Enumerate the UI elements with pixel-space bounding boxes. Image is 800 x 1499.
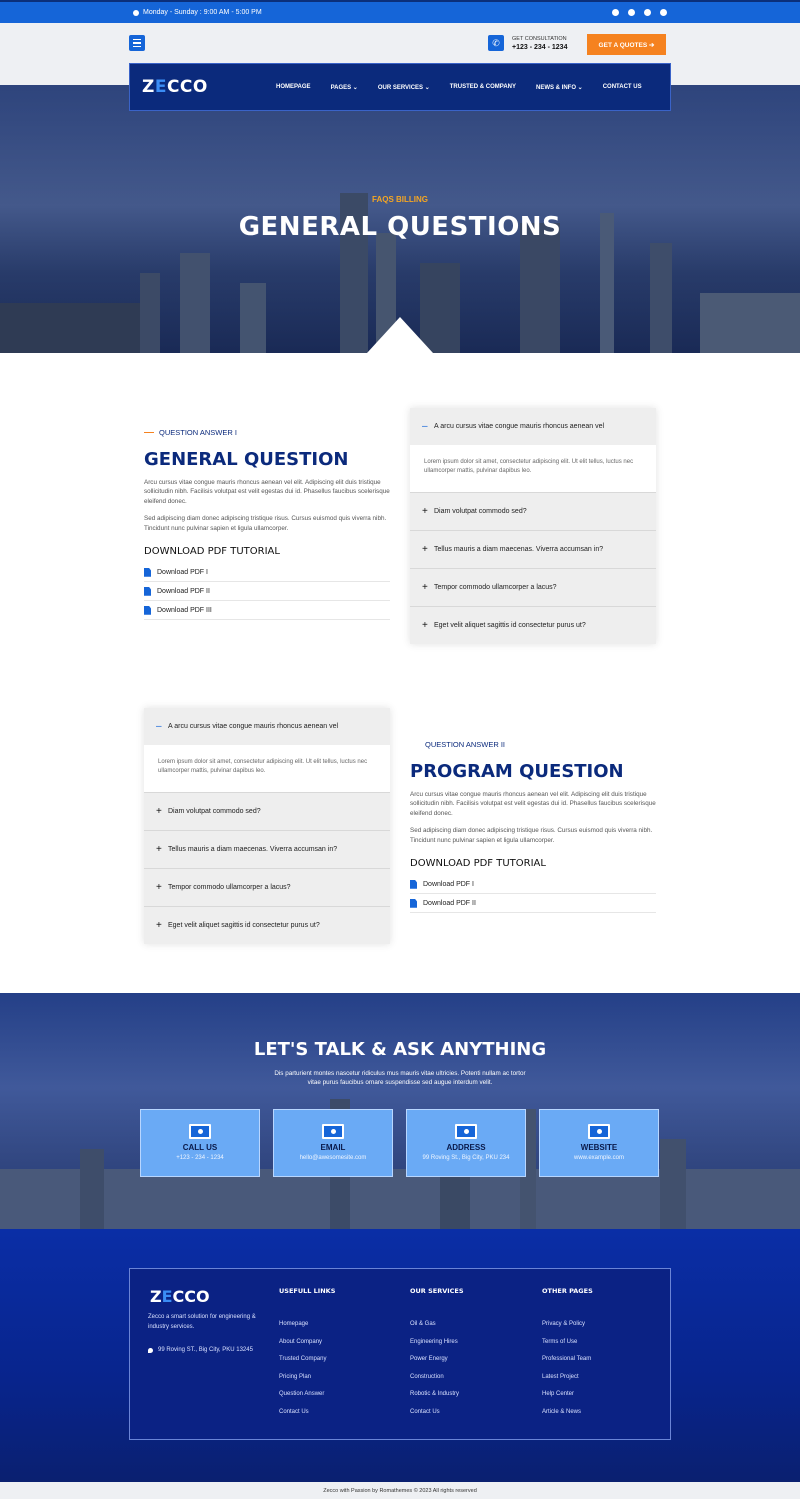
accordion-header[interactable]: + Tellus mauris a diam maecenas. Viverra accumsan in? (422, 544, 604, 555)
social-links (612, 9, 667, 16)
pdf-download-link[interactable]: Download PDF II (410, 894, 656, 913)
section-paragraph: Arcu cursus vitae congue mauris rhoncus aenean vel elit. Adipiscing elit duis tristique sollicitudin nibh. Facilisis volutpat est velit egestas dui id. Phasellus faucibus scelerisque eleifend donec. (410, 791, 656, 817)
consultation-phone[interactable]: +123 - 234 - 1234 (512, 43, 568, 51)
footer-link[interactable]: Engineering Hires (410, 1338, 458, 1345)
globe-icon (588, 1124, 610, 1139)
section-eyebrow: QUESTION ANSWER I (144, 428, 390, 437)
faq-accordion (410, 408, 656, 644)
footer-logo[interactable]: ZECCO (150, 1287, 210, 1306)
contact-card-email[interactable]: EMAIL hello@awesomesite.com (273, 1109, 393, 1177)
accordion-answer: Lorem ipsum dolor sit amet, consectetur adipiscing elit. Ut elit tellus, luctus nec ullamcorper mattis, pulvinar dapibus leo. (144, 745, 390, 792)
footer (0, 1229, 800, 1482)
accordion-item (144, 869, 390, 907)
pdf-file-icon (144, 587, 151, 596)
footer-link[interactable]: Robotic & Industry (410, 1391, 460, 1397)
contact-title: LET'S TALK & ASK ANYTHING (253, 1039, 547, 1060)
footer-link[interactable]: Help Center (542, 1391, 575, 1397)
minus-icon: – (422, 421, 428, 432)
footer-link[interactable]: Contact Us (279, 1408, 309, 1415)
plus-icon: + (156, 806, 162, 817)
pdf-list (144, 563, 390, 620)
pdf-download-link[interactable]: Download PDF III (144, 601, 390, 620)
hero-title: GENERAL QUESTIONS (238, 212, 562, 242)
header (0, 23, 800, 97)
section-title: PROGRAM QUESTION (410, 761, 624, 782)
phone-icon: ✆ (488, 35, 504, 51)
consultation-info (488, 35, 567, 51)
footer-link[interactable]: Article & News (542, 1408, 582, 1415)
copyright-bar: Zecco with Passion by Romathemes © 2023 All rights reserved (0, 1482, 800, 1499)
hours-text: Monday - Sunday : 9:00 AM - 5:00 PM (143, 9, 262, 16)
footer-link[interactable]: Professional Team (542, 1356, 592, 1362)
nav-trusted-company[interactable]: TRUSTED & COMPANY (449, 83, 516, 90)
pdf-heading: DOWNLOAD PDF TUTORIAL (410, 858, 546, 870)
footer-link[interactable]: Contact Us (410, 1408, 440, 1415)
hero-subtitle: FAQS BILLING (372, 195, 428, 204)
pdf-file-icon (144, 568, 151, 577)
instagram-icon[interactable] (644, 9, 651, 16)
accordion-item (410, 493, 656, 531)
plus-icon: + (422, 544, 428, 555)
footer-link[interactable]: Trusted Company (279, 1356, 327, 1362)
accordion-item (144, 907, 390, 944)
section-paragraph: Sed adipiscing diam donec adipiscing tristique risus. Cursus euismod quis viverra nibh. Tincidunt nunc pulvinar sapien et ligula ullamcorper. (410, 827, 653, 844)
pdf-download-link[interactable]: Download PDF II (144, 582, 390, 601)
nav-pages[interactable]: PAGES ⌄ (330, 84, 358, 91)
twitter-icon[interactable] (628, 9, 635, 16)
accordion-answer: Lorem ipsum dolor sit amet, consectetur adipiscing elit. Ut elit tellus, luctus nec ullamcorper mattis, pulvinar dapibus leo. (410, 445, 656, 492)
footer-link[interactable]: Terms of Use (542, 1338, 578, 1345)
accordion-item (144, 793, 390, 831)
nav-our-services[interactable]: OUR SERVICES ⌄ (377, 84, 430, 91)
faq-section-program (0, 655, 800, 993)
footer-column-our-services: OUR SERVICES Oil & Gas Engineering Hires Power Energy Construction Robotic & Industry Contact Us (410, 1287, 464, 1426)
hamburger-menu-icon[interactable] (129, 35, 145, 51)
pdf-file-icon (144, 606, 151, 615)
accordion-header[interactable]: – A arcu cursus vitae congue mauris rhoncus aenean vel (422, 421, 605, 432)
accordion-item (410, 531, 656, 569)
footer-link[interactable]: Pricing Plan (279, 1373, 312, 1380)
footer-link[interactable]: Oil & Gas (410, 1321, 436, 1327)
hero-notch (367, 317, 433, 353)
pdf-download-link[interactable]: Download PDF I (144, 563, 390, 582)
accordion-item (144, 831, 390, 869)
accordion-item (410, 408, 656, 493)
accordion-header[interactable]: + Tempor commodo ullamcorper a lacus? (422, 582, 557, 593)
footer-link[interactable]: Question Answer (279, 1391, 325, 1397)
contact-card-website[interactable]: WEBSITE www.example.com (539, 1109, 659, 1177)
main-navbar (129, 63, 671, 111)
contact-cards (140, 1109, 659, 1177)
accordion-item (410, 569, 656, 607)
accordion-header[interactable]: + Diam volutpat commodo sed? (156, 806, 261, 817)
pdf-file-icon (410, 880, 417, 889)
footer-column-other-pages: OTHER PAGES Privacy & Policy Terms of Use Professional Team Latest Project Help Center Article & News (542, 1287, 593, 1426)
section-paragraph: Sed adipiscing diam donec adipiscing tristique risus. Cursus euismod quis viverra nibh. Tincidunt nunc pulvinar sapien et ligula ullamcorper. (144, 515, 387, 532)
nav-menu (266, 84, 652, 91)
pdf-file-icon (410, 899, 417, 908)
pdf-heading: DOWNLOAD PDF TUTORIAL (144, 546, 280, 558)
program-question-text (410, 740, 656, 913)
hero-banner (0, 85, 800, 353)
logo[interactable]: ZECCO (142, 77, 208, 97)
footer-box (129, 1268, 671, 1440)
plus-icon: + (422, 582, 428, 593)
get-quote-button[interactable]: GET A QUOTES ➔ (587, 34, 666, 55)
plus-icon: + (156, 882, 162, 893)
plus-icon: + (422, 506, 428, 517)
footer-link[interactable]: Privacy & Policy (542, 1321, 586, 1327)
plus-icon: + (156, 844, 162, 855)
map-pin-icon (455, 1124, 477, 1139)
minus-icon: – (156, 721, 162, 732)
general-question-text (144, 428, 390, 620)
clock-icon (133, 10, 139, 16)
faq-section-general (0, 353, 800, 655)
footer-link[interactable]: Homepage (279, 1321, 309, 1327)
section-paragraph: Arcu cursus vitae congue mauris rhoncus aenean vel elit. Adipiscing elit duis tristique sollicitudin nibh. Facilisis volutpat est velit egestas dui id. Phasellus faucibus scelerisque eleifend donec. (144, 479, 390, 505)
nav-contact-us[interactable]: CONTACT US (602, 83, 642, 90)
map-pin-icon (148, 1348, 153, 1353)
plus-icon: + (422, 620, 428, 631)
section-title: GENERAL QUESTION (144, 449, 349, 470)
footer-address: 99 Roving ST., Big City, PKU 13245 (148, 1347, 253, 1353)
accordion-header[interactable]: + Tellus mauris a diam maecenas. Viverra accumsan in? (156, 844, 338, 855)
phone-icon (189, 1124, 211, 1139)
section-eyebrow: QUESTION ANSWER II (410, 740, 656, 749)
consultation-label: GET CONSULTATION (512, 35, 567, 42)
footer-link[interactable]: About Company (279, 1338, 323, 1345)
footer-link[interactable]: Latest Project (542, 1373, 579, 1380)
accordion-item (144, 708, 390, 793)
top-bar (0, 0, 800, 23)
footer-link[interactable]: Construction (410, 1373, 444, 1380)
footer-about: Zecco a smart solution for engineering & industry services. (148, 1314, 256, 1330)
facebook-icon[interactable] (612, 9, 619, 16)
plus-icon: + (156, 920, 162, 931)
youtube-icon[interactable] (660, 9, 667, 16)
mail-icon (322, 1124, 344, 1139)
accordion-header[interactable]: + Tempor commodo ullamcorper a lacus? (156, 882, 291, 893)
opening-hours (133, 9, 262, 16)
contact-description: Dis parturient montes nascetur ridiculus mus mauris vitae ultricies. Potenti nullam ac tortor vitae purus faucibus ornare suspendisse sed augue interdum velit. (274, 1070, 526, 1087)
footer-link[interactable]: Power Energy (410, 1356, 448, 1362)
accordion-header[interactable]: + Diam volutpat commodo sed? (422, 506, 527, 517)
accordion-header[interactable]: + Eget velit aliquet sagittis id consectetur purus ut? (156, 920, 320, 931)
accordion-header[interactable]: – A arcu cursus vitae congue mauris rhoncus aenean vel (156, 721, 339, 732)
pdf-list (410, 875, 656, 913)
contact-card-address[interactable]: ADDRESS 99 Roving St., Big City, PKU 234 (406, 1109, 526, 1177)
nav-news-info[interactable]: NEWS & INFO ⌄ (536, 84, 583, 91)
contact-section (0, 993, 800, 1229)
nav-homepage[interactable]: HOMEPAGE (276, 83, 311, 90)
faq-accordion (144, 708, 390, 944)
accordion-header[interactable]: + Eget velit aliquet sagittis id consectetur purus ut? (422, 620, 586, 631)
footer-column-useful-links: USEFULL LINKS Homepage About Company Trusted Company Pricing Plan Question Answer Contact Us (279, 1287, 335, 1426)
pdf-download-link[interactable]: Download PDF I (410, 875, 656, 894)
accordion-item (410, 607, 656, 644)
contact-card-call[interactable]: CALL US +123 - 234 - 1234 (140, 1109, 260, 1177)
